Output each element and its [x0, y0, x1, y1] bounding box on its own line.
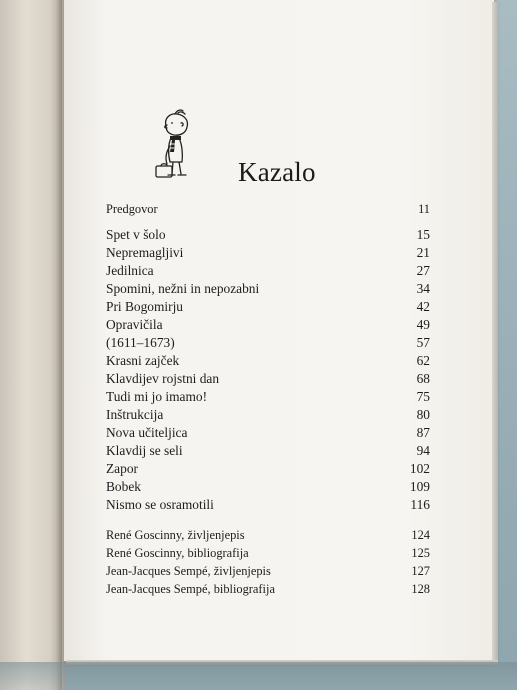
toc-entry-title: Spomini, nežni in nepozabni — [106, 281, 260, 296]
toc-entry-title: Jean-Jacques Sempé, bibliografija — [106, 582, 275, 596]
toc-entry-page: 87 — [416, 425, 430, 440]
toc-entry — [106, 389, 430, 407]
toc-entry-page: 15 — [416, 227, 430, 242]
boy-with-satchel-illustration — [148, 108, 200, 192]
toc-entry — [106, 353, 430, 371]
toc-entry — [106, 407, 430, 425]
toc-entry-title: René Goscinny, bibliografija — [106, 546, 249, 560]
page-edge-right — [492, 2, 498, 662]
toc-entry-appendix — [106, 528, 430, 546]
toc-entry-title: René Goscinny, življenjepis — [106, 528, 245, 542]
toc-entry-title: Zapor — [106, 461, 138, 476]
page-title: Kazalo — [238, 157, 316, 187]
toc-entry-title: Predgovor — [106, 202, 158, 216]
toc-entry — [106, 497, 430, 515]
toc-entry-title: Bobek — [106, 479, 141, 494]
toc-entry-page: 62 — [416, 353, 430, 368]
toc-entry-appendix — [106, 582, 430, 600]
left-page-stack — [0, 0, 66, 690]
toc-entry-title: Jedilnica — [106, 263, 154, 278]
toc-entry-page: 49 — [416, 317, 430, 332]
toc-entry-title: Pri Bogomirju — [106, 299, 184, 314]
toc-entry-page: 21 — [416, 245, 430, 260]
toc-entry-page: 68 — [416, 371, 430, 386]
toc-entry-title: (1611–1673) — [106, 335, 175, 350]
toc-entry — [106, 371, 430, 389]
toc-entry-title: Krasni zajček — [106, 353, 180, 368]
toc-entry-title: Jean-Jacques Sempé, življenjepis — [106, 564, 271, 578]
toc-entry-title: Nismo se osramotili — [106, 497, 214, 512]
toc-entry-title: Klavdij se seli — [106, 443, 183, 458]
toc-entry-page: 57 — [416, 335, 430, 350]
toc-entry-appendix — [106, 546, 430, 564]
table-surface-shadow — [0, 662, 517, 690]
toc-entry — [106, 299, 430, 317]
toc-entry — [106, 317, 430, 335]
toc-entry-preface — [106, 202, 430, 220]
toc-entry-page: 102 — [409, 461, 430, 476]
toc-entry-appendix — [106, 564, 430, 582]
toc-entry-title: Opravičila — [106, 317, 163, 332]
toc-entry — [106, 281, 430, 299]
toc-entry-page: 42 — [416, 299, 430, 314]
toc-entry-page: 94 — [416, 443, 430, 458]
toc-entry — [106, 227, 430, 245]
toc-entry-page: 124 — [411, 528, 430, 542]
toc-entry-page: 127 — [411, 564, 430, 578]
toc-entry — [106, 479, 430, 497]
toc-entry — [106, 443, 430, 461]
toc-entry-title: Nepremagljivi — [106, 245, 184, 260]
toc-entry-title: Inštrukcija — [106, 407, 164, 422]
toc-entry-title: Tudi mi jo imamo! — [106, 389, 208, 404]
toc-entry — [106, 245, 430, 263]
toc-entry-page: 34 — [416, 281, 430, 296]
toc-entry-page: 128 — [411, 582, 430, 596]
toc-entry — [106, 263, 430, 281]
toc-entry-title: Spet v šolo — [106, 227, 166, 242]
toc-entry — [106, 461, 430, 479]
toc-entry-page: 125 — [411, 546, 430, 560]
toc-entry-title: Klavdijev rojstni dan — [106, 371, 220, 386]
toc-entry-page: 27 — [416, 263, 430, 278]
toc-entry-page: 80 — [416, 407, 430, 422]
toc-entry — [106, 335, 430, 353]
toc-entry-page: 116 — [410, 497, 430, 512]
toc-entry-page: 11 — [418, 202, 430, 216]
toc-entry-page: 109 — [409, 479, 430, 494]
toc-entry-title: Nova učiteljica — [106, 425, 188, 440]
toc-entry — [106, 425, 430, 443]
toc-entry-page: 75 — [416, 389, 430, 404]
